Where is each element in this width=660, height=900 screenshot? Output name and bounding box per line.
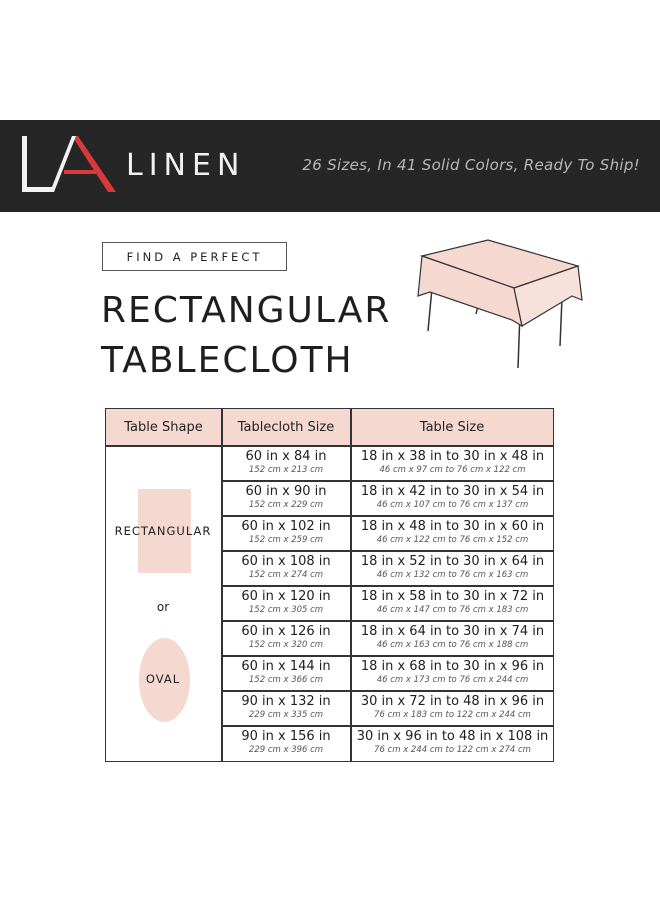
- table-row: [222, 551, 553, 586]
- table-size-in: 18 in x 58 in to 30 in x 72 in: [360, 589, 545, 604]
- tablecloth-size-cell: [222, 446, 350, 481]
- shape-label-oval: OVAL: [145, 672, 181, 686]
- tablecloth-on-table-icon: [410, 236, 590, 376]
- tablecloth-size-in: 60 in x 84 in: [245, 449, 327, 464]
- tablecloth-size-in: 60 in x 126 in: [241, 624, 331, 639]
- table-size-in: 18 in x 68 in to 30 in x 96 in: [360, 659, 545, 674]
- table-size-cell: [352, 481, 553, 516]
- tablecloth-size-cm: 152 cm x 320 cm: [248, 640, 324, 650]
- table-size-in: 18 in x 48 in to 30 in x 60 in: [360, 519, 545, 534]
- tablecloth-size-cm: 152 cm x 305 cm: [248, 605, 324, 615]
- table-size-cm: 46 cm x 132 cm to 76 cm x 163 cm: [376, 570, 529, 580]
- tablecloth-size-cm: 152 cm x 259 cm: [248, 535, 324, 545]
- brand-name: LINEN: [126, 148, 246, 183]
- table-size-in: 30 in x 72 in to 48 in x 96 in: [360, 694, 545, 709]
- tablecloth-size-in: 90 in x 156 in: [241, 729, 331, 744]
- table-row: [222, 481, 553, 516]
- tablecloth-size-cm: 152 cm x 229 cm: [248, 500, 324, 510]
- tablecloth-size-cell: [222, 691, 350, 726]
- table-row: [222, 691, 553, 726]
- table-size-cell: [352, 586, 553, 621]
- table-size-cm: 76 cm x 183 cm to 122 cm x 244 cm: [374, 710, 531, 720]
- brand-banner: [0, 120, 660, 212]
- table-size-cm: 46 cm x 147 cm to 76 cm x 183 cm: [376, 605, 529, 615]
- tablecloth-size-cm: 152 cm x 274 cm: [248, 570, 324, 580]
- table-size-cm: 46 cm x 97 cm to 76 cm x 122 cm: [379, 465, 526, 475]
- table-size-cell: [352, 726, 553, 761]
- table-size-cell: [352, 656, 553, 691]
- tablecloth-size-cm: 229 cm x 396 cm: [248, 745, 324, 755]
- tablecloth-size-cm: 152 cm x 366 cm: [248, 675, 324, 685]
- table-row: [222, 516, 553, 551]
- tablecloth-size-in: 60 in x 144 in: [241, 659, 331, 674]
- table-size-cm: 46 cm x 173 cm to 76 cm x 244 cm: [376, 675, 529, 685]
- tablecloth-size-in: 90 in x 132 in: [241, 694, 331, 709]
- table-size-in: 18 in x 38 in to 30 in x 48 in: [360, 449, 545, 464]
- table-size-in: 18 in x 52 in to 30 in x 64 in: [360, 554, 545, 569]
- tablecloth-size-in: 60 in x 108 in: [241, 554, 331, 569]
- brand-tagline: 26 Sizes, In 41 Solid Colors, Ready To Ship!: [302, 156, 640, 174]
- table-size-in: 18 in x 42 in to 30 in x 54 in: [360, 484, 545, 499]
- tablecloth-size-cell: [222, 551, 350, 586]
- eyebrow-box: FIND A PERFECT: [102, 242, 287, 271]
- tablecloth-size-in: 60 in x 90 in: [245, 484, 327, 499]
- table-row: [222, 586, 553, 621]
- shape-label-or: or: [156, 600, 170, 614]
- table-row: [222, 446, 553, 481]
- table-size-cm: 46 cm x 122 cm to 76 cm x 152 cm: [376, 535, 529, 545]
- page-title-line1: RECTANGULAR: [101, 290, 392, 331]
- table-size-cm: 46 cm x 107 cm to 76 cm x 137 cm: [376, 500, 529, 510]
- tablecloth-size-cell: [222, 586, 350, 621]
- tablecloth-size-in: 60 in x 120 in: [241, 589, 331, 604]
- table-size-in: 30 in x 96 in to 48 in x 108 in: [356, 729, 549, 744]
- table-size-cm: 76 cm x 244 cm to 122 cm x 274 cm: [374, 745, 531, 755]
- tablecloth-size-in: 60 in x 102 in: [241, 519, 331, 534]
- header-table-shape: Table Shape: [106, 409, 221, 445]
- table-row: [222, 726, 553, 761]
- table-row: [222, 621, 553, 656]
- tablecloth-size-cm: 229 cm x 335 cm: [248, 710, 324, 720]
- tablecloth-size-cell: [222, 656, 350, 691]
- tablecloth-size-cell: [222, 516, 350, 551]
- table-size-in: 18 in x 64 in to 30 in x 74 in: [360, 624, 545, 639]
- table-row: [222, 656, 553, 691]
- header-tablecloth-size: Tablecloth Size: [222, 409, 350, 445]
- tablecloth-size-cell: [222, 621, 350, 656]
- page-title-line2: TABLECLOTH: [101, 340, 354, 381]
- tablecloth-size-cell: [222, 726, 350, 761]
- table-size-cell: [352, 551, 553, 586]
- table-size-cell: [352, 621, 553, 656]
- table-size-cell: [352, 516, 553, 551]
- table-size-cell: [352, 691, 553, 726]
- header-table-size: Table Size: [351, 409, 553, 445]
- tablecloth-size-cm: 152 cm x 213 cm: [248, 465, 324, 475]
- shape-label-rectangular: RECTANGULAR: [114, 524, 212, 538]
- table-size-cm: 46 cm x 163 cm to 76 cm x 188 cm: [376, 640, 529, 650]
- size-table: [105, 408, 554, 762]
- table-size-cell: [352, 446, 553, 481]
- tablecloth-size-cell: [222, 481, 350, 516]
